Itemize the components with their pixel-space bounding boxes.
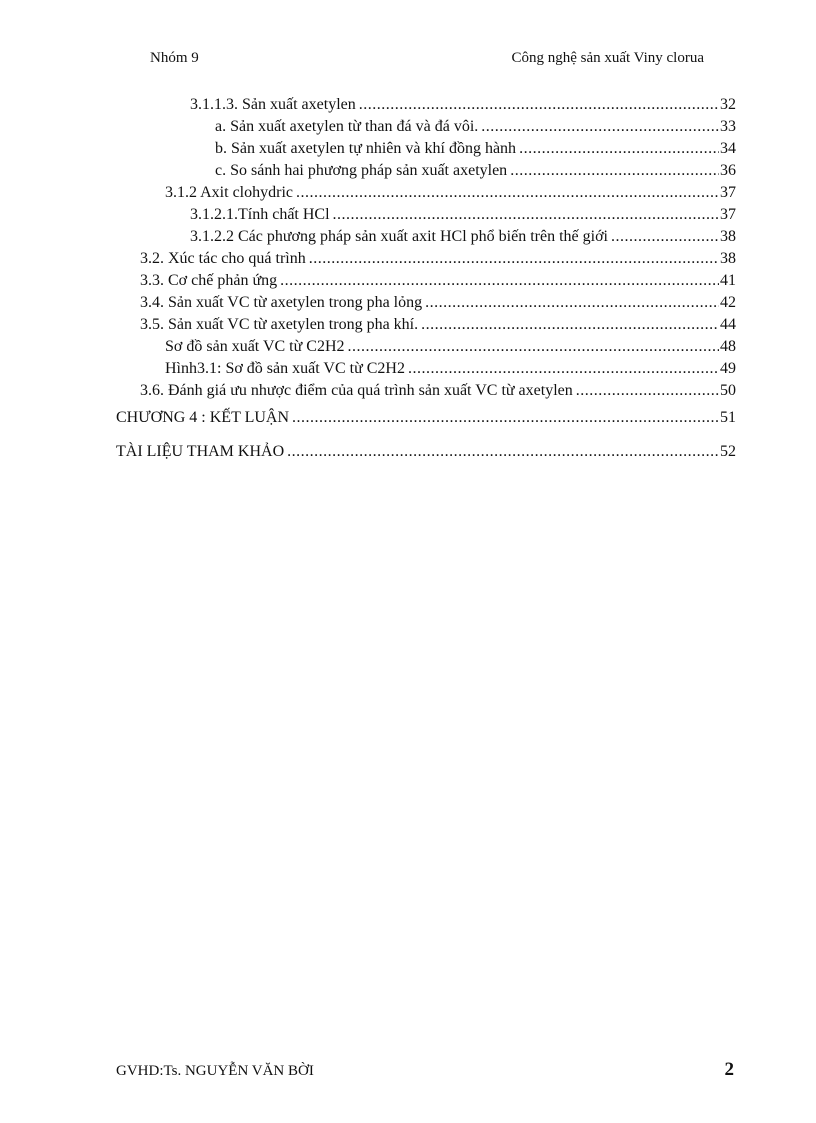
toc-entry-title: 3.2. Xúc tác cho quá trình: [140, 250, 306, 267]
page-number: 2: [724, 1059, 734, 1080]
toc-leader-dots: [296, 182, 719, 204]
toc-leader-dots: [576, 380, 719, 402]
toc-entry[interactable]: [140, 380, 736, 402]
toc-entry-page: 32: [720, 96, 736, 113]
toc-leader-dots: [425, 292, 719, 314]
toc-entry-page: 44: [720, 316, 736, 333]
toc-entry[interactable]: [140, 270, 736, 292]
toc-entry-title: CHƯƠNG 4 : KẾT LUẬN: [116, 409, 289, 426]
toc-entry-page: 48: [720, 338, 736, 355]
toc-entry-title: 3.4. Sản xuất VC từ axetylen trong pha lỏng: [140, 294, 423, 311]
toc-entry[interactable]: [215, 138, 736, 160]
toc-chapter-entry[interactable]: [116, 407, 736, 429]
toc-entry-page: 37: [720, 184, 736, 201]
toc-entry-title: Sơ đồ sản xuất VC từ C2H2: [165, 338, 345, 355]
page-footer: [116, 1059, 734, 1081]
toc-entry[interactable]: [165, 336, 736, 358]
header-group-name: Nhóm 9: [150, 50, 199, 66]
toc-entry[interactable]: [140, 248, 736, 270]
toc-leader-dots: [421, 314, 719, 336]
toc-leader-dots: [292, 407, 719, 429]
toc-leader-dots: [519, 138, 719, 160]
toc-leader-dots: [408, 358, 719, 380]
toc-entry[interactable]: [165, 358, 736, 380]
toc-leader-dots: [481, 116, 719, 138]
toc-entry-title: 3.6. Đánh giá ưu nhược điểm của quá trình sản xuất VC từ axetylen: [140, 382, 573, 399]
toc-entry-title: 3.1.2 Axit clohydric: [165, 184, 293, 201]
toc-entry-title: 3.1.2.1.Tính chất HCl: [190, 206, 330, 223]
toc-leader-dots: [510, 160, 719, 182]
toc-entry-title: 3.5. Sản xuất VC từ axetylen trong pha khí.: [140, 316, 419, 333]
toc-entry[interactable]: [140, 314, 736, 336]
toc-entry-title: 3.1.2.2 Các phương pháp sản xuất axit HCl phổ biến trên thế giới: [190, 228, 608, 245]
toc-leader-dots: [309, 248, 719, 270]
toc-entry-page: 51: [720, 409, 736, 426]
toc-entry[interactable]: [215, 160, 736, 182]
toc-entry-page: 41: [720, 272, 736, 289]
toc-entry-title: 3.3. Cơ chế phản ứng: [140, 272, 278, 289]
toc-entry[interactable]: [190, 204, 736, 226]
toc-entry-title: b. Sản xuất axetylen tự nhiên và khí đồng hành: [215, 140, 517, 157]
toc-leader-dots: [287, 441, 719, 463]
toc-entry[interactable]: [165, 182, 736, 204]
toc-leader-dots: [611, 226, 719, 248]
toc-entry[interactable]: [140, 292, 736, 314]
toc-entry-title: Hình3.1: Sơ đồ sản xuất VC từ C2H2: [165, 360, 405, 377]
toc-entry-page: 50: [720, 382, 736, 399]
toc-entry-page: 52: [720, 443, 736, 460]
toc-leader-dots: [359, 94, 719, 116]
toc-leader-dots: [348, 336, 719, 358]
toc-entry-page: 38: [720, 228, 736, 245]
toc-entry-page: 34: [720, 140, 736, 157]
toc-entry[interactable]: [190, 94, 736, 116]
toc-entry-page: 36: [720, 162, 736, 179]
toc-entry-page: 42: [720, 294, 736, 311]
toc-entry-page: 33: [720, 118, 736, 135]
toc-entry-title: TÀI LIỆU THAM KHẢO: [116, 443, 285, 460]
toc-entry-title: 3.1.1.3. Sản xuất axetylen: [190, 96, 356, 113]
header-document-title: Công nghệ sản xuất Viny clorua: [511, 50, 704, 66]
toc-leader-dots: [280, 270, 719, 292]
footer-supervisor: GVHD:Ts. NGUYỄN VĂN BỜI: [116, 1063, 314, 1079]
toc-entry[interactable]: [190, 226, 736, 248]
toc-entry-page: 38: [720, 250, 736, 267]
toc-entry-page: 49: [720, 360, 736, 377]
toc-entry-title: c. So sánh hai phương pháp sản xuất axetylen: [215, 162, 508, 179]
toc-chapter-entry[interactable]: [116, 441, 736, 463]
toc-entry-page: 37: [720, 206, 736, 223]
toc-entry-title: a. Sản xuất axetylen từ than đá và đá vôi.: [215, 118, 479, 135]
toc-entry[interactable]: [215, 116, 736, 138]
toc-leader-dots: [333, 204, 719, 226]
